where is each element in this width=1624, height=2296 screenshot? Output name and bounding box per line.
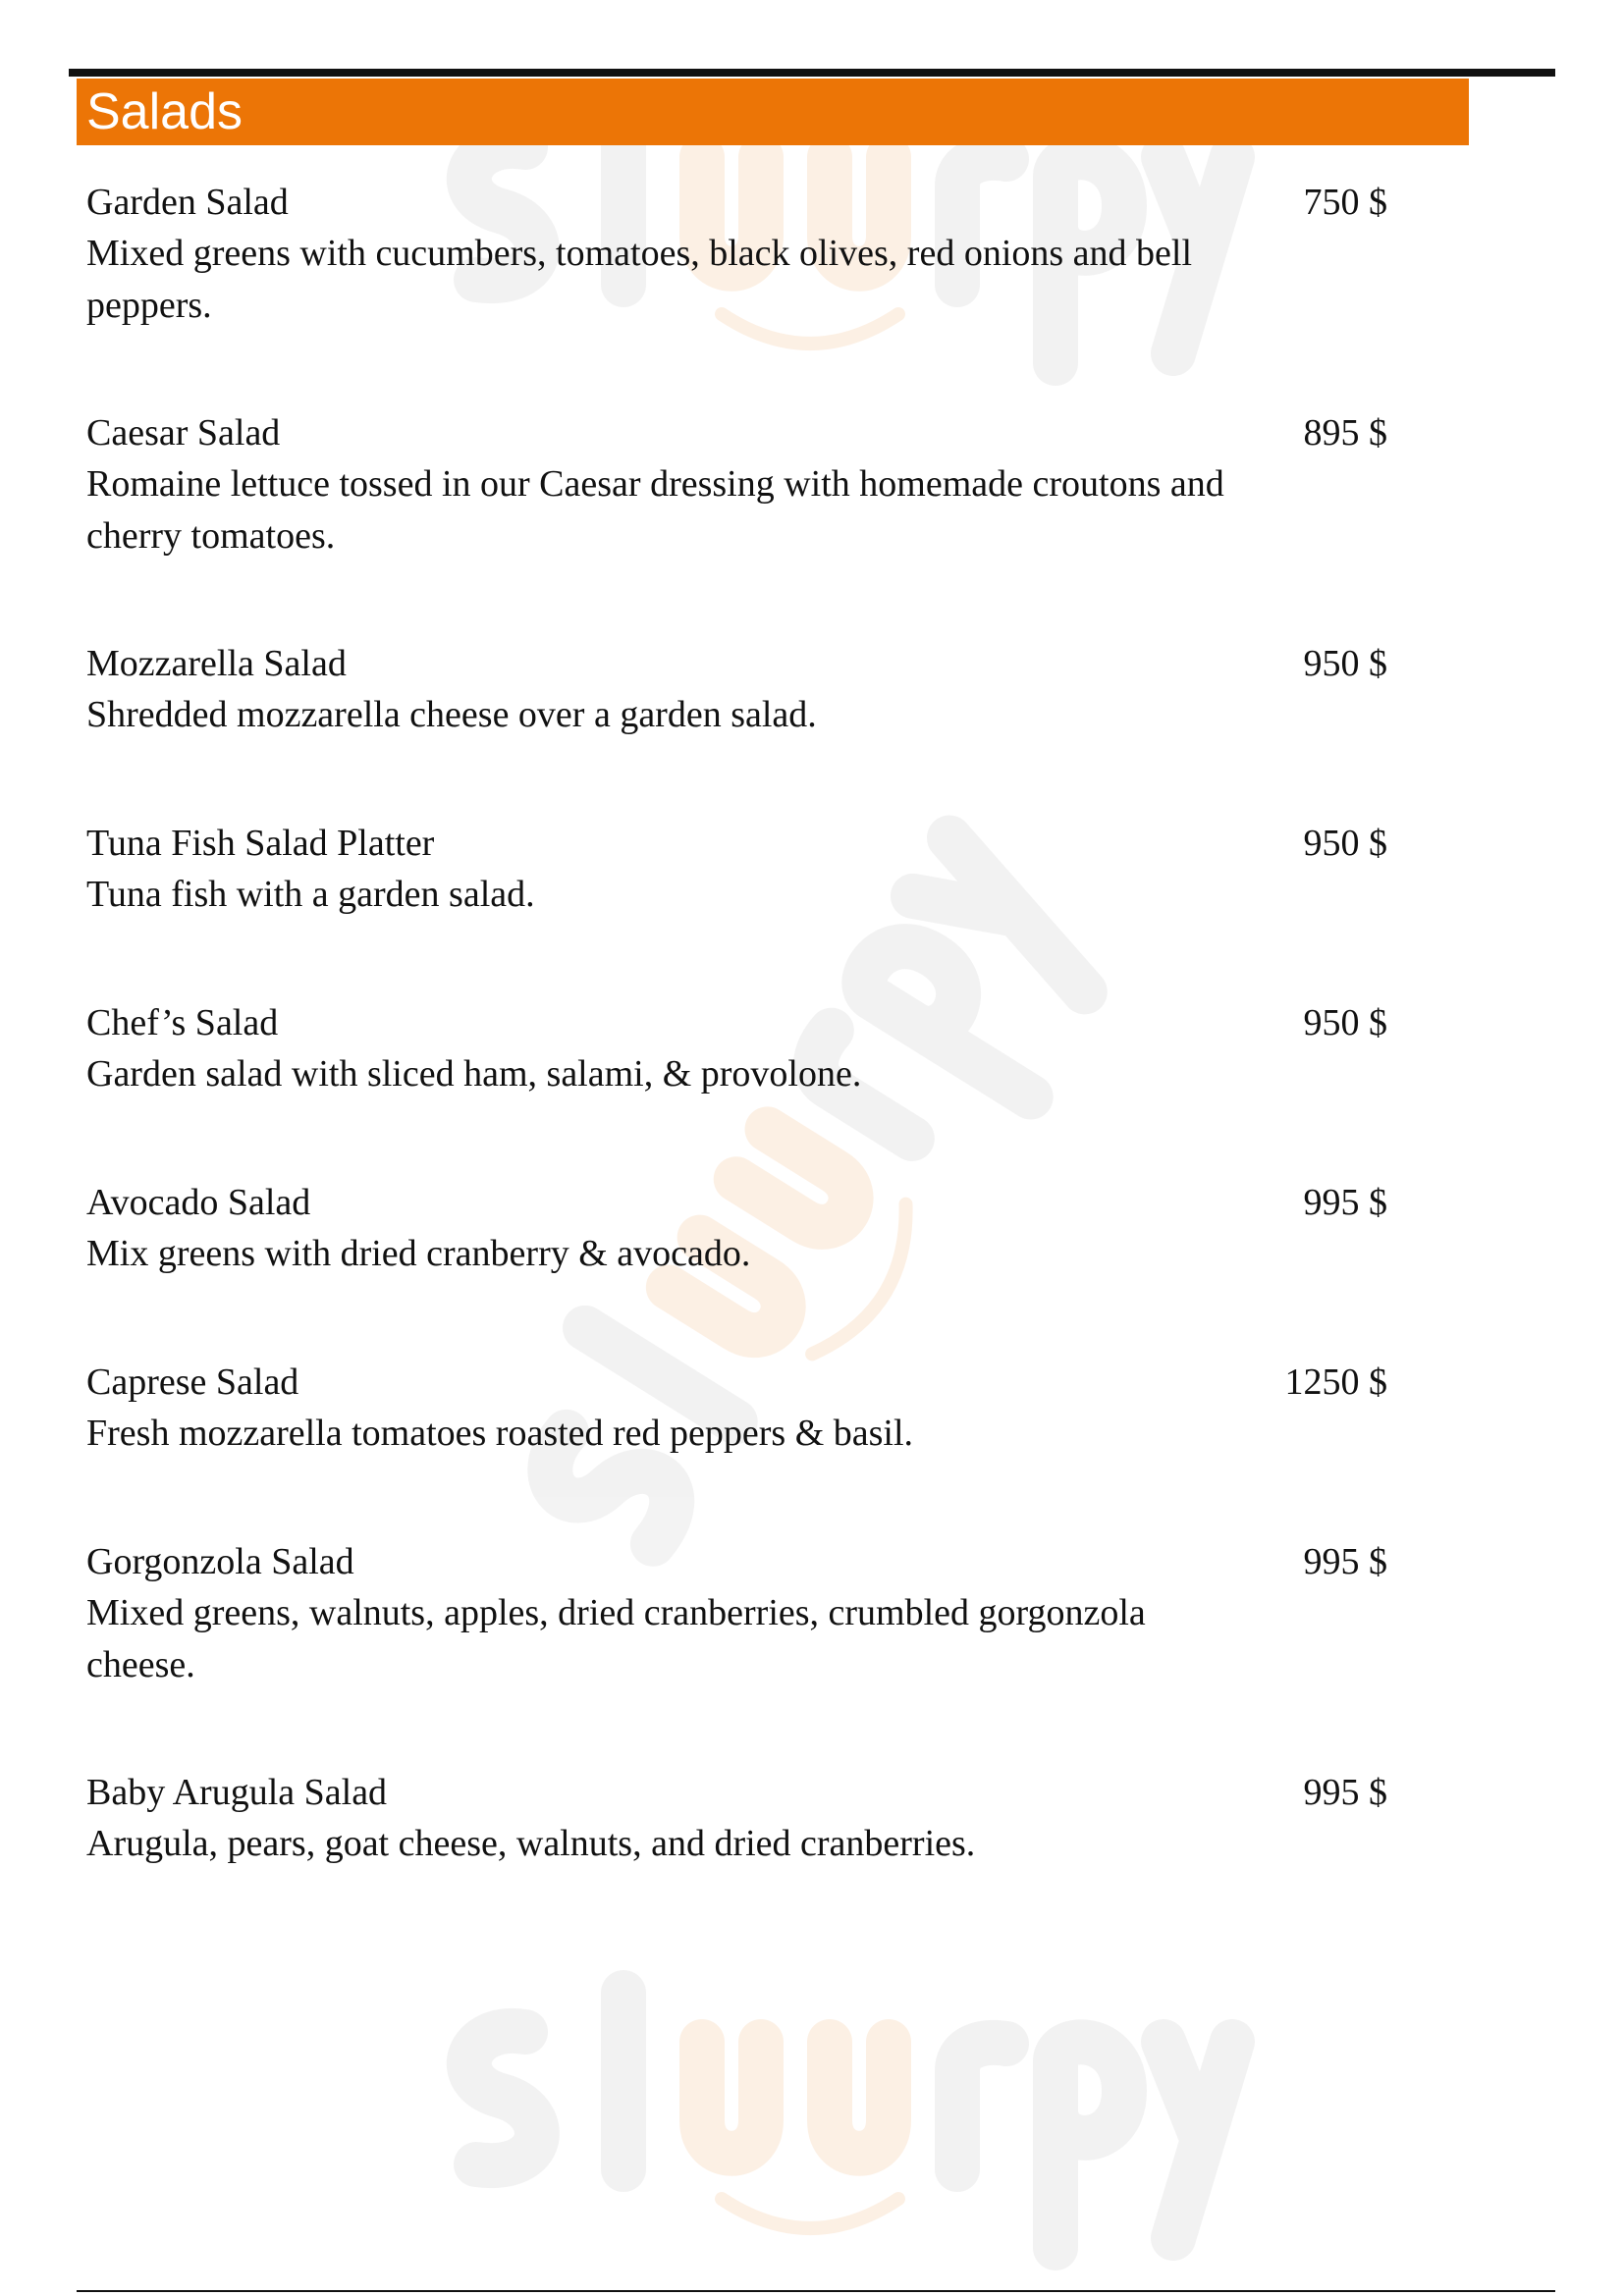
- item-description: Romaine lettuce tossed in our Caesar dressing with homemade croutons and cherry tomatoes.: [86, 463, 1224, 557]
- item-description: Mixed greens with cucumbers, tomatoes, black olives, red onions and bell peppers.: [86, 233, 1193, 326]
- menu-item: [86, 1357, 1387, 1460]
- item-price: 995 $: [1303, 1182, 1387, 1223]
- item-description: Mix greens with dried cranberry & avocado.: [86, 1233, 751, 1274]
- menu-item: [86, 1177, 1387, 1280]
- item-price: 995 $: [1303, 1772, 1387, 1813]
- item-description: Tuna fish with a garden salad.: [86, 874, 535, 915]
- item-price: 950 $: [1303, 643, 1387, 684]
- item-name: Avocado Salad: [86, 1182, 311, 1223]
- menu-item: [86, 1767, 1387, 1870]
- item-price: 750 $: [1303, 182, 1387, 223]
- item-price: 995 $: [1303, 1541, 1387, 1582]
- menu-item: [86, 818, 1387, 921]
- item-description: Fresh mozzarella tomatoes roasted red peppers & basil.: [86, 1413, 914, 1454]
- item-description: Garden salad with sliced ham, salami, & provolone.: [86, 1053, 862, 1095]
- section-title: Salads: [86, 83, 243, 140]
- menu-item: [86, 407, 1387, 562]
- item-name: Caesar Salad: [86, 412, 281, 454]
- menu-item: [86, 638, 1387, 741]
- item-description: Shredded mozzarella cheese over a garden salad.: [86, 694, 817, 735]
- menu-item: [86, 1536, 1387, 1691]
- item-name: Mozzarella Salad: [86, 643, 347, 684]
- bottom-divider: [77, 2290, 1555, 2292]
- menu-item: [86, 997, 1387, 1100]
- item-name: Caprese Salad: [86, 1362, 299, 1403]
- sluurpy-watermark-graphic: [407, 1953, 1213, 2248]
- item-name: Gorgonzola Salad: [86, 1541, 354, 1582]
- item-price: 1250 $: [1284, 1362, 1387, 1403]
- item-name: Baby Arugula Salad: [86, 1772, 388, 1813]
- top-divider: [69, 69, 1555, 77]
- item-description: Mixed greens, walnuts, apples, dried cranberries, crumbled gorgonzola cheese.: [86, 1592, 1146, 1685]
- item-name: Tuna Fish Salad Platter: [86, 823, 435, 864]
- item-name: Chef’s Salad: [86, 1002, 279, 1043]
- item-price: 950 $: [1303, 823, 1387, 864]
- item-price: 895 $: [1303, 412, 1387, 454]
- sluurpy-watermark-logo: [407, 1953, 1213, 2248]
- section-header: [77, 79, 1469, 145]
- item-name: Garden Salad: [86, 182, 289, 223]
- item-price: 950 $: [1303, 1002, 1387, 1043]
- menu-item: [86, 177, 1387, 332]
- item-description: Arugula, pears, goat cheese, walnuts, and dried cranberries.: [86, 1823, 976, 1864]
